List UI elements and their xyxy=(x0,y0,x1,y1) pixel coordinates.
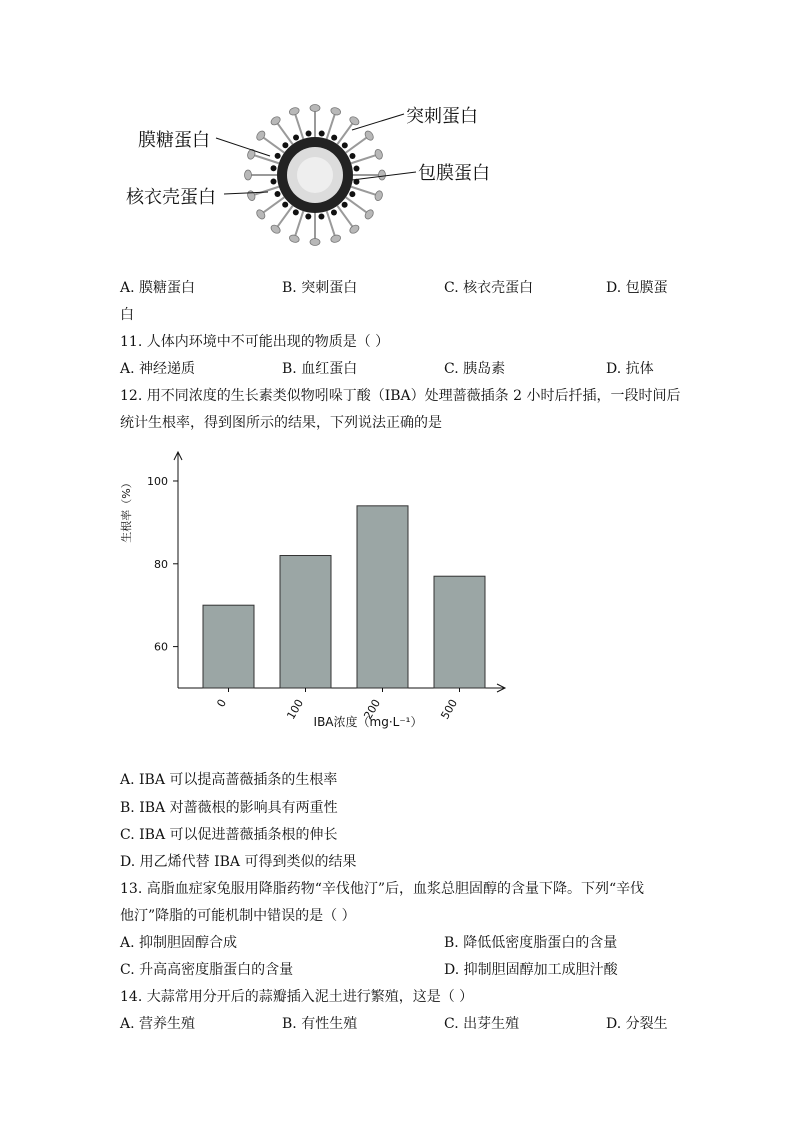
x-tick-label: 0 xyxy=(214,697,230,710)
q11-option-c: C. 胰岛素 xyxy=(444,361,506,377)
q14-option-b: B. 有性生殖 xyxy=(282,1016,358,1032)
label-spike-protein: 突刺蛋白 xyxy=(406,106,478,127)
q14-option-c: C. 出芽生殖 xyxy=(444,1016,520,1032)
q12-stem-line2: 统计生根率，得到图所示的结果，下列说法正确的是 xyxy=(120,415,442,431)
x-tick-label: 200 xyxy=(361,697,384,722)
q10-option-b: B. 突刺蛋白 xyxy=(282,280,358,296)
q13-option-c: C. 升高高密度脂蛋白的含量 xyxy=(120,962,294,978)
q13-option-d: D. 抑制胆固醇加工成胆汁酸 xyxy=(444,962,618,978)
label-envelope-protein: 包膜蛋白 xyxy=(418,163,490,184)
q13-stem-line2: 他汀”降脂的可能机制中错误的是（ ） xyxy=(120,908,356,924)
bar xyxy=(434,576,485,688)
q10-option-d-wrap: 白 xyxy=(120,307,134,323)
q10-option-a: A. 膜糖蛋白 xyxy=(120,280,196,296)
y-tick-label: 80 xyxy=(154,557,168,571)
y-axis-label: 生根率（%） xyxy=(120,477,133,543)
q10-option-d: D. 包膜蛋 xyxy=(606,280,668,296)
q11-option-d: D. 抗体 xyxy=(606,361,654,377)
q12-option-d: D. 用乙烯代替 IBA 可得到类似的结果 xyxy=(120,854,357,870)
q14-option-d: D. 分裂生 xyxy=(606,1016,668,1032)
x-tick-label: 100 xyxy=(284,697,307,722)
q12-stem-line1: 12. 用不同浓度的生长素类似物吲哚丁酸（IBA）处理蔷薇插条 2 小时后扦插，一段时间后 xyxy=(120,388,681,404)
q13-option-a: A. 抑制胆固醇合成 xyxy=(120,935,238,951)
q13-stem-line1: 13. 高脂血症家兔服用降脂药物“辛伐他汀”后，血浆总胆固醇的含量下降。下列“辛伐 xyxy=(120,881,645,897)
x-tick-label: 500 xyxy=(438,697,461,722)
y-tick-label: 100 xyxy=(147,474,168,488)
bar xyxy=(280,556,331,688)
x-axis-label: IBA浓度（mg·L⁻¹） xyxy=(313,715,423,729)
y-tick-label: 60 xyxy=(154,640,168,654)
bar xyxy=(357,506,408,688)
bar xyxy=(203,605,254,688)
q10-option-c: C. 核衣壳蛋白 xyxy=(444,280,534,296)
rooting-rate-bar-chart xyxy=(110,440,530,740)
label-membrane-glycoprotein: 膜糖蛋白 xyxy=(138,130,210,151)
q14-option-a: A. 营养生殖 xyxy=(120,1016,196,1032)
leader-lines xyxy=(0,0,794,260)
q12-option-c: C. IBA 可以促进蔷薇插条根的伸长 xyxy=(120,827,338,843)
q11-stem: 11. 人体内环境中不可能出现的物质是（ ） xyxy=(120,334,390,350)
q12-option-a: A. IBA 可以提高蔷薇插条的生根率 xyxy=(120,772,338,788)
q14-stem: 14. 大蒜常用分开后的蒜瓣插入泥土进行繁殖，这是（ ） xyxy=(120,989,474,1005)
label-nucleocapsid-protein: 核衣壳蛋白 xyxy=(126,187,216,208)
q11-option-a: A. 神经递质 xyxy=(120,361,196,377)
q11-option-b: B. 血红蛋白 xyxy=(282,361,358,377)
q12-option-b: B. IBA 对蔷薇根的影响具有两重性 xyxy=(120,800,338,816)
q13-option-b: B. 降低低密度脂蛋白的含量 xyxy=(444,935,618,951)
